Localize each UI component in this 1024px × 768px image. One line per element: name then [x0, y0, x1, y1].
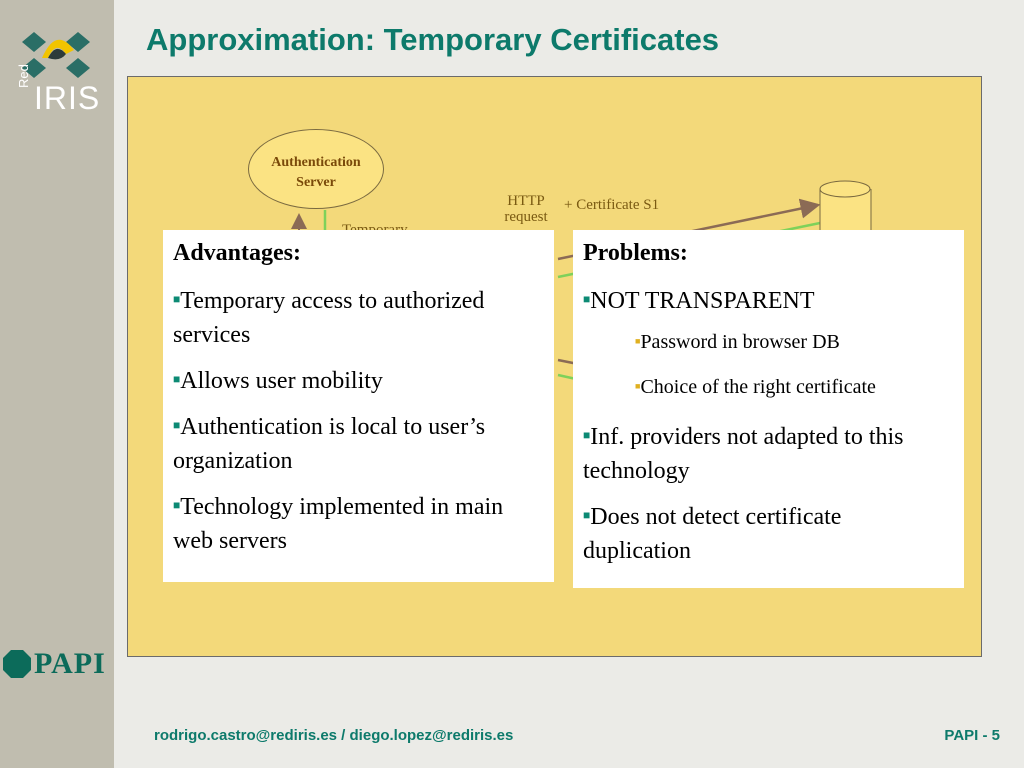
footer-emails: rodrigo.castro@rediris.es / diego.lopez@rediris.es: [154, 727, 514, 744]
rediris-logo: [8, 28, 104, 120]
rediris-big-text: IRIS: [34, 80, 101, 116]
advantage-item: [173, 362, 544, 398]
problem-item: [583, 282, 954, 318]
sidebar: [0, 0, 114, 768]
advantage-item: [173, 282, 544, 352]
rediris-small-text: Red: [16, 64, 31, 88]
papi-logo: [0, 646, 114, 682]
problem-item: [583, 418, 954, 488]
bullet-icon: ■: [173, 498, 181, 512]
bullet-icon: ■: [173, 418, 181, 432]
sub-bullet-icon: ■: [635, 381, 641, 391]
http-label-line2: request: [504, 209, 548, 225]
papi-logo-text: PAPI: [34, 647, 106, 680]
problems-box: [573, 230, 964, 588]
problem-item: [583, 498, 954, 568]
advantage-item-text: Authentication is local to user’s organization: [173, 414, 486, 474]
bullet-icon: ■: [583, 428, 591, 442]
bullet-icon: ■: [583, 508, 591, 522]
server-cylinder-icon: [820, 181, 871, 237]
advantage-item: [173, 488, 544, 558]
problem-item-text: Inf. providers not adapted to this technology: [583, 424, 904, 484]
bullet-icon: ■: [583, 292, 591, 306]
advantage-item-text: Allows user mobility: [180, 368, 383, 394]
papi-emblem-icon: [2, 649, 32, 679]
advantage-item-text: Temporary access to authorized services: [173, 288, 485, 348]
problems-heading: Problems:: [583, 240, 688, 266]
advantages-heading: Advantages:: [173, 240, 302, 266]
advantages-box: [163, 230, 554, 582]
http-request-label: [500, 193, 552, 225]
auth-server-label-line1: Authentication: [271, 155, 361, 170]
certificate-label: + Certificate S1: [564, 197, 660, 213]
problem-subitem: [635, 328, 954, 355]
auth-server-label-line2: Server: [296, 175, 336, 190]
http-label-line1: HTTP: [507, 193, 545, 209]
problem-subitem-text: Choice of the right certificate: [640, 376, 876, 398]
advantage-item-text: Technology implemented in main web servers: [173, 494, 504, 554]
bullet-icon: ■: [173, 372, 181, 386]
footer-page-number: PAPI - 5: [944, 727, 1000, 744]
sub-bullet-icon: ■: [635, 336, 641, 346]
problem-item-text: Does not detect certificate duplication: [583, 504, 842, 564]
problem-subitem-text: Password in browser DB: [640, 331, 840, 353]
problem-item-text: NOT TRANSPARENT: [590, 288, 815, 314]
slide-title: Approximation: Temporary Certificates: [146, 22, 720, 57]
advantage-item: [173, 408, 544, 478]
bullet-icon: ■: [173, 292, 181, 306]
auth-server-label: [248, 153, 384, 193]
problem-subitem: [635, 373, 954, 400]
